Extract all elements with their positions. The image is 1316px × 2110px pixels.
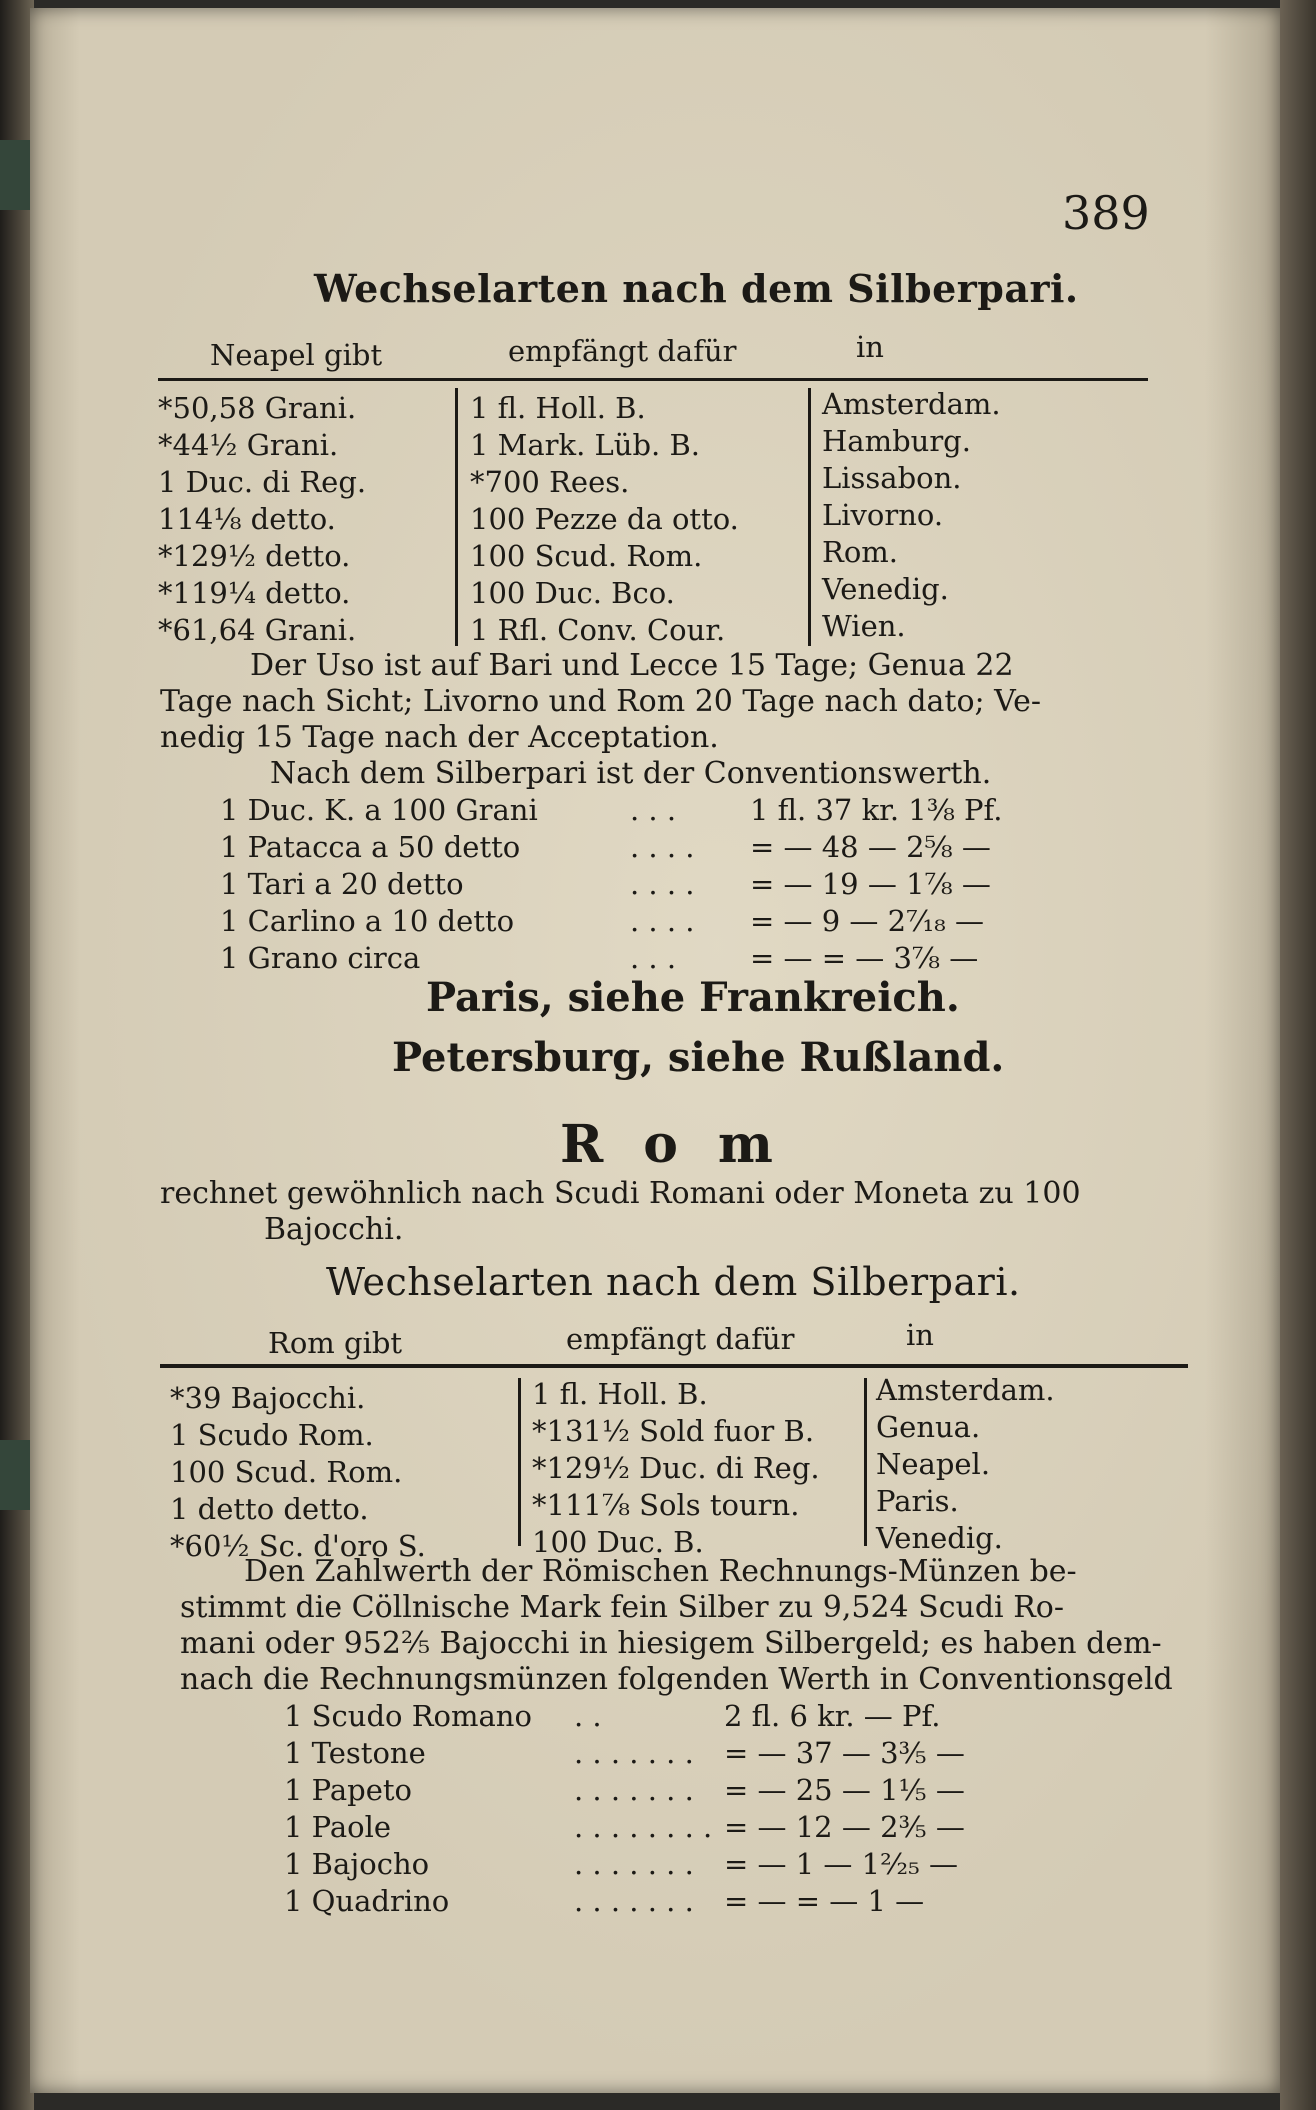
conv-row (284, 1698, 965, 1735)
neapel-dafuer-cell: *700 Rees. (470, 465, 630, 499)
conv-row (220, 903, 1002, 940)
neapel-gibt-cell: 114⅛ detto. (158, 502, 336, 536)
text-line: Den Zahlwerth der Römischen Rechnungs-Münzen be- (244, 1554, 1077, 1589)
conv-label: 1 Carlino a 10 detto (220, 904, 515, 938)
conv-value: = — 48 — 2⅝ — (750, 830, 991, 864)
rom-gibt-cell: 1 Scudo Rom. (170, 1418, 374, 1452)
neapel-table-in (822, 386, 1001, 645)
conv-label: 1 Patacca a 50 detto (220, 830, 521, 864)
text-line: Der Uso ist auf Bari und Lecce 15 Tage; Genua 22 (250, 648, 1014, 683)
neapel-dafuer-cell: 100 Scud. Rom. (470, 539, 703, 573)
conv-value: = — = — 1 — (724, 1884, 925, 1918)
neapel-dafuer-cell: 1 Rfl. Conv. Cour. (470, 613, 726, 647)
page-edge (1280, 0, 1316, 2110)
conv-value: = — 9 — 2⁷⁄₁₈ — (750, 904, 985, 938)
neapel-dafuer-cell: 1 fl. Holl. B. (470, 391, 646, 425)
neapel-dafuer-cell: 100 Pezze da otto. (470, 502, 739, 536)
book-spine (0, 0, 34, 2110)
conv-label: 1 Bajocho (284, 1847, 430, 1881)
text-line: Bajocchi. (264, 1212, 404, 1247)
conv-label: 1 Scudo Romano (284, 1699, 532, 1733)
conv-dots: . . . . . . . (574, 1884, 694, 1918)
crossref-paris: Paris, siehe Frankreich. (426, 974, 960, 1021)
neapel-heading: Wechselarten nach dem Silberpari. (314, 266, 1079, 311)
conv-row (284, 1735, 965, 1772)
neapel-uso-paragraph (160, 648, 1041, 756)
conv-label: 1 Tari a 20 detto (220, 867, 464, 901)
text-line: rechnet gewöhnlich nach Scudi Romani oder Moneta zu 100 (160, 1176, 1081, 1211)
neapel-conv-intro: Nach dem Silberpari ist der Conventionswerth. (270, 756, 992, 791)
rom-table-in (876, 1372, 1055, 1557)
conv-value: 2 fl. 6 kr. — Pf. (724, 1699, 941, 1733)
rom-in-cell: Neapel. (876, 1447, 991, 1481)
rom-value-paragraph (180, 1554, 1173, 1698)
conv-row (284, 1846, 965, 1883)
neapel-table (158, 390, 366, 649)
conv-dots: . . . . . . . (574, 1736, 694, 1770)
rom-table-dafuer (532, 1376, 820, 1561)
rom-in-cell: Genua. (876, 1410, 981, 1444)
rom-dafuer-cell: *129½ Duc. di Reg. (532, 1451, 820, 1485)
conv-value: = — 37 — 3⅗ — (724, 1736, 965, 1770)
conv-value: = — = — 3⅞ — (750, 941, 979, 975)
conv-row (284, 1883, 965, 1920)
rom-column-divider (518, 1378, 521, 1546)
neapel-in-cell: Lissabon. (822, 461, 962, 495)
rom-dafuer-cell: *111⅞ Sols tourn. (532, 1488, 800, 1522)
neapel-dafuer-cell: 1 Mark. Lüb. B. (470, 428, 700, 462)
neapel-in-cell: Amsterdam. (822, 387, 1001, 421)
conv-value: 1 fl. 37 kr. 1⅜ Pf. (750, 793, 1003, 827)
rom-title: Rom (560, 1114, 813, 1175)
conv-value: = — 1 — 1²⁄₂₅ — (724, 1847, 959, 1881)
text-line: Tage nach Sicht; Livorno und Rom 20 Tage nach dato; Ve- (160, 684, 1041, 719)
rom-table-gibt (170, 1380, 426, 1565)
conv-row (284, 1772, 965, 1809)
rom-gibt-cell: 100 Scud. Rom. (170, 1455, 403, 1489)
neapel-column-divider (808, 388, 811, 646)
conv-dots: . . . (630, 941, 677, 975)
conv-label: 1 Quadrino (284, 1884, 450, 1918)
neapel-in-cell: Wien. (822, 609, 906, 643)
conv-label: 1 Grano circa (220, 941, 421, 975)
rom-gibt-cell: *60½ Sc. d'oro S. (170, 1529, 426, 1563)
neapel-column-divider (455, 388, 458, 646)
rom-header-rule (160, 1364, 1188, 1368)
neapel-gibt-cell: *44½ Grani. (158, 428, 339, 462)
neapel-header-rule (158, 378, 1148, 381)
rom-conv-table (284, 1698, 965, 1920)
neapel-gibt-cell: 1 Duc. di Reg. (158, 465, 367, 499)
neapel-gibt-cell: *129½ detto. (158, 539, 351, 573)
text-line: nedig 15 Tage nach der Acceptation. (160, 720, 719, 755)
conv-dots: . . (574, 1699, 602, 1733)
neapel-dafuer-cell: 100 Duc. Bco. (470, 576, 675, 610)
neapel-gibt-cell: *119¼ detto. (158, 576, 351, 610)
conv-dots: . . . (630, 793, 677, 827)
rom-column-divider (864, 1378, 867, 1546)
conv-dots: . . . . (630, 867, 695, 901)
rom-dafuer-cell: 1 fl. Holl. B. (532, 1377, 708, 1411)
rom-col-header-dafuer: empfängt dafür (566, 1322, 795, 1356)
conv-label: 1 Papeto (284, 1773, 413, 1807)
conv-row (220, 792, 1002, 829)
text-line: nach die Rechnungsmünzen folgenden Werth in Conventionsgeld (180, 1662, 1173, 1697)
conv-dots: . . . . . . . . (574, 1810, 713, 1844)
page-number: 389 (1062, 186, 1150, 240)
rom-in-cell: Amsterdam. (876, 1373, 1055, 1407)
neapel-conv-table (220, 792, 1002, 977)
text-line: stimmt die Cöllnische Mark fein Silber zu 9,524 Scudi Ro- (180, 1590, 1064, 1625)
rom-in-cell: Venedig. (876, 1521, 1003, 1555)
crossref-petersburg: Petersburg, siehe Rußland. (392, 1034, 1005, 1081)
neapel-in-cell: Venedig. (822, 572, 949, 606)
book-page (30, 8, 1280, 2093)
neapel-col-header-in: in (856, 330, 884, 364)
conv-value: = — 25 — 1⅕ — (724, 1773, 965, 1807)
neapel-in-cell: Livorno. (822, 498, 944, 532)
conv-label: 1 Duc. K. a 100 Grani (220, 793, 538, 827)
rom-in-cell: Paris. (876, 1484, 959, 1518)
rom-dafuer-cell: *131½ Sold fuor B. (532, 1414, 815, 1448)
conv-dots: . . . . (630, 830, 695, 864)
neapel-in-cell: Rom. (822, 535, 899, 569)
rom-intro (160, 1176, 1081, 1248)
conv-dots: . . . . (630, 904, 695, 938)
spine-band (0, 1440, 34, 1510)
conv-label: 1 Paole (284, 1810, 392, 1844)
conv-row (220, 829, 1002, 866)
text-line: mani oder 952⅖ Bajocchi in hiesigem Silbergeld; es haben dem- (180, 1626, 1162, 1661)
neapel-gibt-cell: *61,64 Grani. (158, 613, 357, 647)
conv-label: 1 Testone (284, 1736, 426, 1770)
neapel-gibt-cell: *50,58 Grani. (158, 391, 357, 425)
rom-col-header-gibt: Rom gibt (268, 1326, 403, 1360)
spine-band (0, 140, 34, 210)
conv-row (220, 940, 1002, 977)
rom-gibt-cell: *39 Bajocchi. (170, 1381, 366, 1415)
conv-dots: . . . . . . . (574, 1847, 694, 1881)
rom-dafuer-cell: 100 Duc. B. (532, 1525, 704, 1559)
rom-gibt-cell: 1 detto detto. (170, 1492, 369, 1526)
neapel-col-header-gibt: Neapel gibt (210, 338, 383, 372)
conv-value: = — 12 — 2⅗ — (724, 1810, 965, 1844)
neapel-col-header-dafuer: empfängt dafür (508, 334, 737, 368)
conv-value: = — 19 — 1⅞ — (750, 867, 991, 901)
conv-row (220, 866, 1002, 903)
rom-col-header-in: in (906, 1318, 934, 1352)
rom-heading: Wechselarten nach dem Silberpari. (326, 1260, 1021, 1304)
conv-row (284, 1809, 965, 1846)
neapel-table-dafuer (470, 390, 739, 649)
neapel-in-cell: Hamburg. (822, 424, 971, 458)
conv-dots: . . . . . . . (574, 1773, 694, 1807)
